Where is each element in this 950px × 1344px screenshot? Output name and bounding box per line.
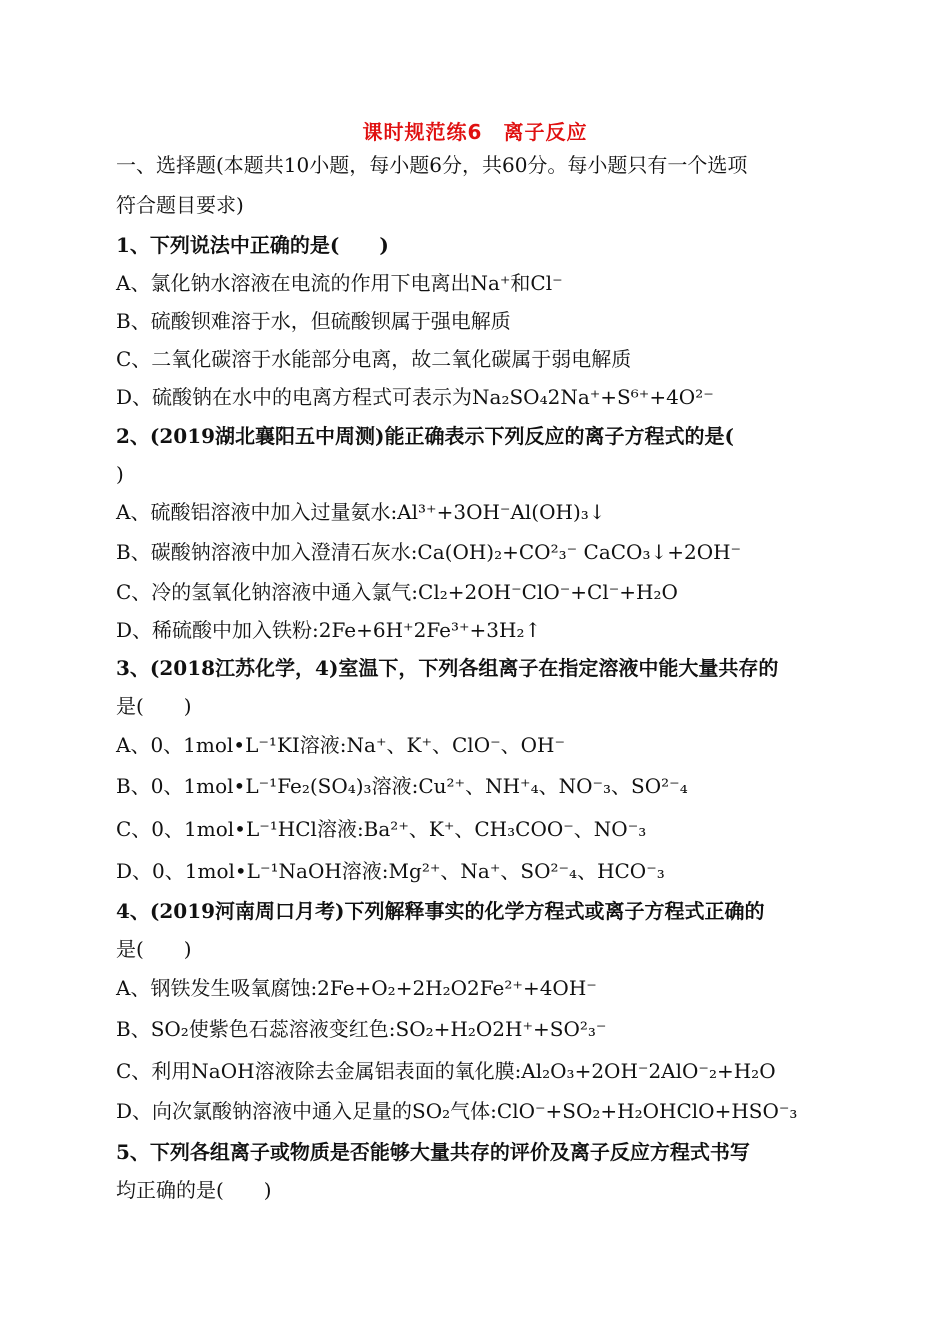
question-4-stem-cont: 是( ) (116, 937, 192, 961)
question-4-stem: 4、(2019河南周口月考)下列解释事实的化学方程式或离子方程式正确的 (116, 899, 765, 923)
question-3-option-a: A、0、1mol•L⁻¹KI溶液:Na⁺、K⁺、ClO⁻、OH⁻ (116, 733, 566, 757)
question-1-option-d: D、硫酸钠在水中的电离方程式可表示为Na₂SO₄2Na⁺+S⁶⁺+4O²⁻ (116, 385, 714, 409)
question-1-option-c: C、二氧化碳溶于水能部分电离，故二氧化碳属于弱电解质 (116, 347, 632, 371)
question-3-stem: 3、(2018江苏化学，4)室温下，下列各组离子在指定溶液中能大量共存的 (116, 656, 779, 680)
question-5-stem-cont: 均正确的是( ) (116, 1178, 272, 1202)
question-3-stem-cont: 是( ) (116, 694, 192, 718)
question-3-option-d: D、0、1mol•L⁻¹NaOH溶液:Mg²⁺、Na⁺、SO²⁻₄、HCO⁻₃ (116, 859, 665, 883)
question-1-option-b: B、硫酸钡难溶于水，但硫酸钡属于强电解质 (116, 309, 511, 333)
question-1-option-a: A、氯化钠水溶液在电流的作用下电离出Na⁺和Cl⁻ (116, 271, 563, 295)
question-2-option-b: B、碳酸钠溶液中加入澄清石灰水:Ca(OH)₂+CO²₃⁻ CaCO₃↓+2OH⁻ (116, 540, 742, 564)
question-2-stem-cont: ) (116, 462, 124, 486)
question-4-option-c: C、利用NaOH溶液除去金属铝表面的氧化膜:Al₂O₃+2OH⁻2AlO⁻₂+H₂O (116, 1059, 776, 1083)
question-4-option-d: D、向次氯酸钠溶液中通入足量的SO₂气体:ClO⁻+SO₂+H₂OHClO+HSO⁻₃ (116, 1099, 798, 1123)
question-4-option-b: B、SO₂使紫色石蕊溶液变红色:SO₂+H₂O2H⁺+SO²₃⁻ (116, 1017, 607, 1041)
question-3-option-b: B、0、1mol•L⁻¹Fe₂(SO₄)₃溶液:Cu²⁺、NH⁺₄、NO⁻₃、SO²⁻₄ (116, 774, 688, 798)
question-4-option-a: A、钢铁发生吸氧腐蚀:2Fe+O₂+2H₂O2Fe²⁺+4OH⁻ (116, 976, 597, 1000)
section-header-cont: 符合题目要求) (116, 193, 244, 217)
question-5-stem: 5、下列各组离子或物质是否能够大量共存的评价及离子反应方程式书写 (116, 1140, 750, 1164)
question-2-option-d: D、稀硫酸中加入铁粉:2Fe+6H⁺2Fe³⁺+3H₂↑ (116, 618, 542, 642)
question-1-stem: 1、下列说法中正确的是( ) (116, 233, 389, 257)
section-header: 一、选择题(本题共10小题，每小题6分，共60分。每小题只有一个选项 (116, 153, 748, 177)
question-2-option-a: A、硫酸铝溶液中加入过量氨水:Al³⁺+3OH⁻Al(OH)₃↓ (116, 500, 606, 524)
question-3-option-c: C、0、1mol•L⁻¹HCl溶液:Ba²⁺、K⁺、CH₃COO⁻、NO⁻₃ (116, 817, 647, 841)
question-2-option-c: C、冷的氢氧化钠溶液中通入氯气:Cl₂+2OH⁻ClO⁻+Cl⁻+H₂O (116, 580, 678, 604)
page-title: 课时规范练6 离子反应 (362, 120, 588, 144)
question-2-stem: 2、(2019湖北襄阳五中周测)能正确表示下列反应的离子方程式的是( (116, 424, 734, 448)
